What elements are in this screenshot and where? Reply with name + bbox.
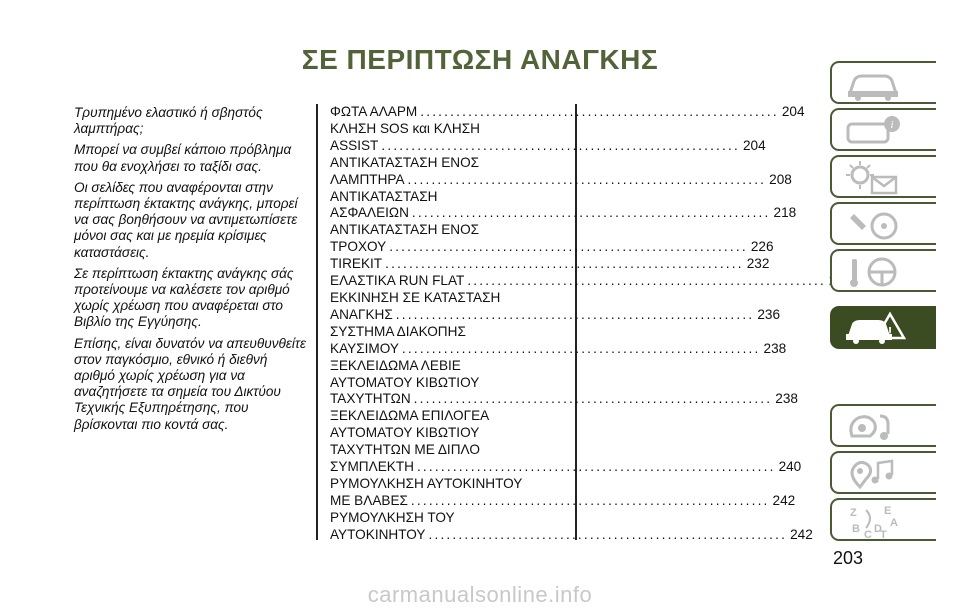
index-letter: C <box>864 529 872 541</box>
toc-entry[interactable] <box>330 256 770 273</box>
alphabetical-index-icon <box>844 504 904 540</box>
tab-technical-data[interactable] <box>830 451 936 494</box>
toc-page-number: 240 <box>778 459 802 475</box>
tab-emergency[interactable] <box>830 306 936 349</box>
toc-entry-title: ΦΩΤΑ ΑΛΑΡΜ <box>330 104 418 119</box>
toc-page-number: 238 <box>775 391 798 407</box>
tab-driving[interactable] <box>830 249 936 292</box>
toc-entry-line <box>330 273 826 290</box>
toc-page-number: 204 <box>781 104 805 119</box>
toc-entry[interactable] <box>330 154 792 189</box>
toc-page-number: 238 <box>763 340 787 356</box>
toc-entry-line <box>330 137 766 155</box>
column-divider-left <box>316 104 318 540</box>
toc-entry-line <box>330 492 796 510</box>
toc-entry-line: ΑΝΤΙΚΑΤΑΣΤΑΣΗ <box>330 188 438 204</box>
toc-page-number: 242 <box>772 492 796 508</box>
page-title: ΣΕ ΠΕΡΙΠΤΩΣΗ ΑΝΑΓΚΗΣ <box>301 44 659 75</box>
tab-dashboard-info[interactable] <box>830 108 936 151</box>
toc-entry-title: ΣΥΜΠΛΕΚΤΗ <box>330 459 414 475</box>
toc-entry-title: ASSIST <box>330 137 379 153</box>
lights-message-icon <box>844 161 904 195</box>
toc-leader-dots: ............................................................ <box>420 104 779 119</box>
toc-entry-line: ΑΥΤΟΜΑΤΟΥ ΚΙΒΩΤΙΟΥ <box>330 425 480 441</box>
toc-entry-line <box>330 171 792 189</box>
tab-safety[interactable] <box>830 202 936 245</box>
toc-entry-title: ΛΑΜΠΤΗΡΑ <box>330 171 405 187</box>
toc-leader-dots: ............................................................ <box>381 137 740 153</box>
toc-entry-line <box>330 459 802 476</box>
steering-wheel-icon <box>844 255 904 289</box>
intro-text <box>74 105 310 438</box>
svg-text:!: ! <box>887 324 893 339</box>
intro-paragraph: Τρυπημένο ελαστικό ή σβηστός λαμπτήρας; <box>74 105 263 137</box>
toc-leader-dots: ............................................................ <box>389 239 748 255</box>
emergency-car-icon <box>844 312 908 346</box>
toc-entry-line <box>330 104 805 121</box>
index-letter: B <box>852 523 860 535</box>
index-letter: A <box>890 517 898 529</box>
tab-maintenance[interactable] <box>830 404 936 447</box>
toc-entry[interactable] <box>330 408 802 476</box>
car-overview-icon <box>844 67 904 101</box>
intro-paragraph: Σε περίπτωση έκτακτης ανάγκης σάς προτείνουμε να καλέσετε τον αριθμό χωρίς χρέωση που αναφέρεται στο Βιβλίο της Εγγύησης. <box>74 265 294 330</box>
toc-page-number: 242 <box>790 526 813 542</box>
maintenance-car-icon <box>844 410 904 444</box>
intro-paragraph: Μπορεί να συμβεί κάποιο πρόβλημα που θα ενοχλήσει το ταξίδι σας. <box>74 142 292 174</box>
toc-page-number: 204 <box>742 137 766 153</box>
table-of-contents <box>330 104 826 544</box>
toc-entry-title: ΑΣΦΑΛΕΙΩΝ <box>330 205 409 221</box>
index-letter: Z <box>850 507 857 519</box>
toc-leader-dots: ............................................................ <box>416 459 776 475</box>
dashboard-info-icon <box>844 114 904 148</box>
toc-leader-dots: ............................................................ <box>410 492 770 508</box>
toc-entry-title: ΜΕ ΒΛΑΒΕΣ <box>330 492 408 508</box>
toc-entry-title: ΑΥΤΟΚΙΝΗΤΟΥ <box>330 526 426 542</box>
toc-entry-line: ΞΕΚΛΕΙΔΩΜΑ ΛΕΒΙΕ <box>330 357 461 373</box>
toc-page-number: 236 <box>757 306 781 322</box>
toc-entry[interactable] <box>330 509 813 544</box>
safety-steering-icon <box>844 208 904 242</box>
page-number: 203 <box>833 548 864 568</box>
tab-index[interactable] <box>830 498 936 541</box>
toc-entry-line: ΕΚΚΙΝΗΣΗ ΣΕ ΚΑΤΑΣΤΑΣΗ <box>330 289 501 305</box>
toc-entry[interactable] <box>330 273 826 290</box>
toc-entry-line <box>330 239 774 256</box>
toc-entry-title: ΑΝΑΓΚΗΣ <box>330 306 393 322</box>
toc-entry[interactable] <box>330 357 798 409</box>
toc-leader-dots: ............................................................ <box>401 340 761 356</box>
toc-entry-line <box>330 306 781 324</box>
toc-entry-title: ΤΡΟΧΟΥ <box>330 239 387 255</box>
intro-paragraph: Επίσης, είναι δυνατόν να απευθυνθείτε στον παγκόσμιο, εθνικό ή διεθνή αριθμό χωρίς χρέωση για να αναζητήσετε τα σημεία του Δικτύου Τεχνικής Εξυπηρέτησης, που βρίσκονται πιο κοντά σας. <box>74 335 306 432</box>
index-letter: D <box>874 523 882 535</box>
toc-entry[interactable] <box>330 323 787 358</box>
svg-text:i: i <box>890 119 894 131</box>
toc-page-number: 226 <box>750 239 774 255</box>
tab-lights-message[interactable] <box>830 155 936 198</box>
toc-entry-line: ΣΥΣΤΗΜΑ ΔΙΑΚΟΠΗΣ <box>330 323 466 339</box>
toc-entry-title: ΕΛΑΣΤΙΚΑ RUN FLAT <box>330 273 465 289</box>
toc-entry-line: ΑΝΤΙΚΑΤΑΣΤΑΣΗ ΕΝΟΣ <box>330 222 480 238</box>
toc-entry-line <box>330 205 797 222</box>
toc-entry[interactable] <box>330 120 766 155</box>
toc-entry[interactable] <box>330 289 781 324</box>
toc-entry-line <box>330 526 813 544</box>
toc-entry-line: ΞΕΚΛΕΙΔΩΜΑ ΕΠΙΛΟΓΕΑ <box>330 408 490 424</box>
toc-entry[interactable] <box>330 104 805 121</box>
toc-entry-line <box>330 340 787 358</box>
toc-page-number: 208 <box>769 171 792 187</box>
toc-entry-title: ΤΑΧΥΤΗΤΩΝ <box>330 391 411 407</box>
toc-leader-dots: ............................................................ <box>411 205 771 221</box>
toc-entry-line: ΤΑΧΥΤΗΤΩΝ ΜΕ ΔΙΠΛΟ <box>330 442 480 458</box>
intro-paragraph: Οι σελίδες που αναφέρονται στην περίπτωση έκτακτης ανάγκης, μπορεί να σας βοηθήσουν να αντιμετωπίσετε μόνοι σας και με ηρεμία κρίσιμες καταστάσεις. <box>74 179 298 260</box>
toc-leader-dots: ............................................................ <box>385 256 744 272</box>
toc-leader-dots: ............................................................ <box>428 526 788 542</box>
toc-page-number: 232 <box>746 256 770 272</box>
toc-leader-dots: ............................................................ <box>413 391 773 407</box>
toc-entry[interactable] <box>330 188 797 223</box>
toc-page-number: 218 <box>773 205 797 221</box>
toc-leader-dots: ............................................................ <box>395 306 755 322</box>
toc-entry-line: ΑΥΤΟΜΑΤΟΥ ΚΙΒΩΤΙΟΥ <box>330 374 480 390</box>
multimedia-icon <box>844 457 904 491</box>
watermark: carmanualsonline.info <box>367 582 593 607</box>
toc-entry-title: TIREKIT <box>330 256 383 272</box>
toc-entry-line <box>330 256 770 273</box>
toc-entry-line <box>330 391 798 408</box>
toc-leader-dots: ............................................................ <box>467 273 826 289</box>
toc-entry-title: ΚΑΥΣΙΜΟΥ <box>330 340 399 356</box>
tab-car-overview[interactable] <box>830 61 936 104</box>
toc-entry-line: ΚΛΗΣΗ SOS και ΚΛΗΣΗ <box>330 120 480 136</box>
toc-entry[interactable] <box>330 475 796 510</box>
toc-entry[interactable] <box>330 222 774 256</box>
index-letter: E <box>884 505 892 517</box>
index-letter: T <box>880 529 887 541</box>
toc-entry-line: ΡΥΜΟΥΛΚΗΣΗ ΤΟΥ <box>330 509 455 525</box>
toc-leader-dots: ............................................................ <box>407 171 767 187</box>
toc-entry-line: ΑΝΤΙΚΑΤΑΣΤΑΣΗ ΕΝΟΣ <box>330 154 480 170</box>
toc-entry-line: ΡΥΜΟΥΛΚΗΣΗ ΑΥΤΟΚΙΝΗΤΟΥ <box>330 475 523 491</box>
